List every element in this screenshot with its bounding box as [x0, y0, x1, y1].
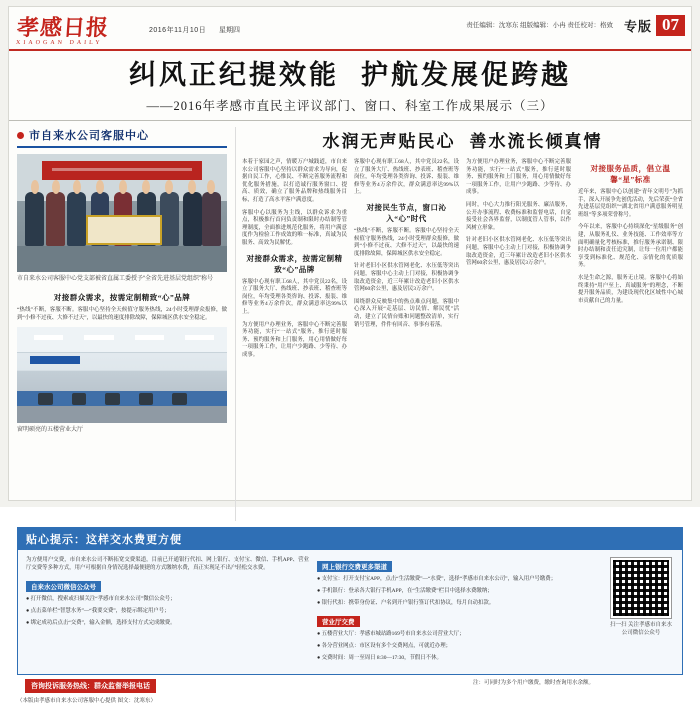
- qr-caption: 扫一扫 关注孝感市自来水公司微信公众号: [609, 622, 673, 636]
- footer-note: （本版由孝感市自来水公司客服中心提供 图文：沈寒东）: [17, 698, 157, 704]
- article-paragraph: 同时，中心大力推行阳光服务、廉洁服务，公开办事流程、收费标准和监督电话，自觉接受社会各界监督，以制度管人管事，以作风树立形象。: [466, 201, 571, 231]
- tips-col2-item: ● 支付宝：打开支付宝APP，点击“生活缴费”—“水费”，选择“孝感市自来水公司”，输入用户号缴费；: [317, 576, 557, 582]
- body-columns: [9, 121, 691, 521]
- tips-col1-item: ● 点击菜单栏“智慧水务”—“我要交费”，按提示绑定用户号；: [26, 608, 170, 614]
- article-paragraph: 近年来，客服中心以创建“青年文明号”为抓手，深入开展争先创优活动，先后荣获“全省先进基层党组织”“湖北省用户满意服务明星班组”等多项荣誉称号。: [578, 189, 683, 218]
- tips-intro: 为方便用户交费，市自来水公司不断拓宽交费渠道，目前已开通银行代扣、网上银行、支付宝、微信、手机APP、营业厅交费等多种方式，用户可根据自身情况选择最便捷的方式缴纳水费，真正实现足不出户轻松交水费。: [26, 557, 309, 571]
- tips-col3-item: ● 交费时间：周一至周日 8:30—17:30，节假日不休。: [317, 655, 442, 661]
- tips-col1-item: ● 绑定成功后点击“交费”，输入金额，选择支付方式完成缴费。: [26, 620, 176, 626]
- tips-title: 贴心提示：这样交水费更方便: [18, 528, 682, 550]
- qr-note: 注：可同时为多个用户缴费，缴时查询用水余额。: [473, 680, 595, 686]
- article-text-columns: [242, 159, 683, 364]
- left-text-block: [17, 292, 227, 322]
- tips-col2: [317, 556, 608, 666]
- newspaper-sheet: [8, 6, 692, 704]
- tips-col2-item: ● 银行代扣：携带身份证、户名到开户银行签订代扣协议，每月自动扣款。: [317, 600, 495, 606]
- bullet-icon: [17, 132, 24, 139]
- article-paragraph: 为方便用户办理业务，客服中心不断完善服务功能，实行“一站式”服务，推行延时服务、预约服务和上门服务，用心用情做好每一项服务工作，让用户少跑路、少等待、办成事。: [242, 321, 347, 358]
- issue-date: 2016年11月10日: [149, 27, 207, 34]
- article-paragraph: 针对老旧小区供水管网老化、水压低等突出问题，客服中心主动上门对接，积极协调争取改造资金，近三年累计改造老旧小区供水管网60余公里，惠及居民3万余户。: [466, 237, 571, 267]
- article-paragraph: 围绕群众反映集中的热点难点问题，客服中心深入开展“走基层、访民情、解民忧”活动，建立了民情台账和问题整改清单，实行销号管理，件件有回音、事事有着落。: [354, 298, 459, 328]
- special-label: 专版: [623, 19, 652, 34]
- editor-credits: 责任编辑：沈寒东 组版编辑：小冉 责任校对：格致: [466, 22, 613, 29]
- tips-col1-tag: 自来水公司微信公众号: [26, 581, 101, 592]
- paper-name: 孝感日报: [16, 15, 110, 40]
- photo-service-hall: [17, 327, 227, 423]
- article-paragraph: 针对老旧小区供水管网老化、水压低等突出问题，客服中心主动上门对接，积极协调争取改造资金，近三年累计改造老旧小区供水管网60余公里，惠及居民3万余户。: [354, 263, 459, 293]
- article-paragraph: 为方便用户办理业务，客服中心不断完善服务功能，实行“一站式”服务，推行延时服务、预约服务和上门服务，用心用情做好每一项服务工作，让用户少跑路、少等待、办成事。: [466, 159, 571, 196]
- headline-block: [9, 51, 691, 121]
- qr-code-icon: [611, 558, 671, 618]
- footer-row: [17, 675, 683, 705]
- paper-name-latin: XIAOGAN DAILY: [15, 40, 103, 46]
- page-number: 07: [656, 15, 685, 36]
- article-title-part2: 善水流长倾真情: [469, 132, 603, 151]
- sub-headline: ——2016年孝感市直民主评议部门、窗口、科室工作成果展示（三）: [146, 99, 554, 113]
- tips-col3-item: ● 各分营业网点：市区设有多个交费网点，可就近办理；: [317, 643, 451, 649]
- article-paragraph: 客服中心现有职工68人，其中党员22名，设立了服务大厅、热线班、抄表班、稽查班等岗位，年均受理各类咨询、投诉、报装、维修等业务4万余件次，群众满意率达99%以上。: [242, 278, 347, 315]
- paper-logo: [16, 12, 138, 44]
- photo2-caption: 窗明硕亮的五楼营业大厅: [17, 427, 84, 434]
- hotline-bar: 咨询投诉服务热线：群众监督举报电话: [25, 679, 156, 693]
- headline-part2: 护航发展促跨越: [361, 60, 571, 90]
- tips-col2-tag: 网上银行交费更多渠道: [317, 561, 392, 572]
- kicker-label: 市自来水公司客服中心: [29, 130, 149, 142]
- photo-award-ceremony: [17, 154, 227, 272]
- qr-code-block: [608, 556, 674, 666]
- article-col-2: [354, 159, 459, 364]
- article-paragraph: 客服中心以服务为主线，以群众诉求为重点，积极推行首问负责制和限时办结制等管理制度，全面推进规范化服务，将用户满意度作为检验工作成效的唯一标准，真诚为民服务、高效为民解忧。: [242, 209, 347, 246]
- left-subhead: 对接群众需求，按需定制精致“心”品牌: [53, 293, 191, 302]
- tips-col3-item: ● 五楼营业大厅：孝感市城站路169号市自来水公司营业大厅；: [317, 631, 465, 637]
- section-kicker: [17, 127, 227, 148]
- headline-part1: 纠风正纪提效能: [129, 60, 339, 90]
- article-subhead: 对接群众需求，按需定制精致“心”品牌: [246, 253, 343, 274]
- tips-box: [17, 527, 683, 675]
- footer-left: [17, 675, 465, 705]
- page-badge: [624, 15, 685, 36]
- masthead: [9, 7, 691, 51]
- article-subhead: 对接民生节点，窗口沁入“心”时代: [366, 202, 447, 223]
- left-paragraph: “热线”不断，客服不断。客服中心坚持全天候值守服务热线，24小时受理群众报修，做到“小修不过夜、大修不过天”，以最快的速度排除故障，保障城区供水安全稳定。: [17, 307, 227, 321]
- tips-col2-item: ● 手机银行：登录各大银行手机APP，在“生活缴费”栏目中选择水费缴纳；: [317, 588, 493, 594]
- article-paragraph: 水是生命之源，服务无止境。客服中心将始终秉持“用户至上、真诚服务”的理念，不断提升服务品质，为建设现代化区域性中心城市贡献自己的力量。: [578, 274, 683, 304]
- article-subhead: 对接服务品质，倡立温馨“星”标准: [590, 164, 671, 184]
- issue-weekday: 星期四: [219, 27, 240, 34]
- tips-col1-item: ● 打开微信，搜索或扫描关注“孝感市自来水公司”微信公众号；: [26, 596, 176, 602]
- photo1-caption: 市自来水公司客服中心党支部被省直属工委授予“全省先进基层党组织”称号: [17, 276, 213, 282]
- right-column: [235, 127, 683, 521]
- article-col-3: [466, 159, 571, 364]
- article-paragraph: 客服中心现有职工68人，其中党员22名，设立了服务大厅、热线班、抄表班、稽查班等岗位，年均受理各类咨询、投诉、报装、维修等业务4万余件次，群众满意率达99%以上。: [354, 159, 459, 196]
- article-title-part1: 水润无声贴民心: [322, 132, 456, 151]
- tips-col3-tag: 营业厅交费: [317, 616, 360, 627]
- page-title: [19, 59, 681, 91]
- article-paragraph: 今年以来，客服中心持续深化“星级服务”创建，从服务礼仪、业务技能、工作效率等方面明确量化考核标准，推行服务承诺制、限时办结制和责任追究制，让每一位用户都能享受到标准化、规范化、亲情化的优质服务。: [578, 224, 683, 269]
- article-title: [242, 127, 683, 152]
- footer-right: [473, 675, 683, 687]
- tips-intro-col: [26, 556, 317, 666]
- tips-body: [18, 550, 682, 674]
- left-column: [17, 127, 235, 521]
- article-paragraph: “热线”不断，客服不断。客服中心坚持全天候值守服务热线，24小时受理群众报修，做到“小修不过夜、大修不过天”，以最快的速度排除故障，保障城区供水安全稳定。: [354, 227, 459, 257]
- article-col-1: [242, 159, 347, 364]
- article-col-4: [578, 159, 683, 364]
- article-paragraph: 本着于家园之声，情暖万户城践道，市自来水公司客服中心坚持以群众需求为导向，促据自民工作，心惟民、不断完善服务流程和优化服务措施，以打造诚行服务窗口、提高、质效，确立了服务品牌和热线服务目标，打造了高水平客户满意度。: [242, 159, 347, 203]
